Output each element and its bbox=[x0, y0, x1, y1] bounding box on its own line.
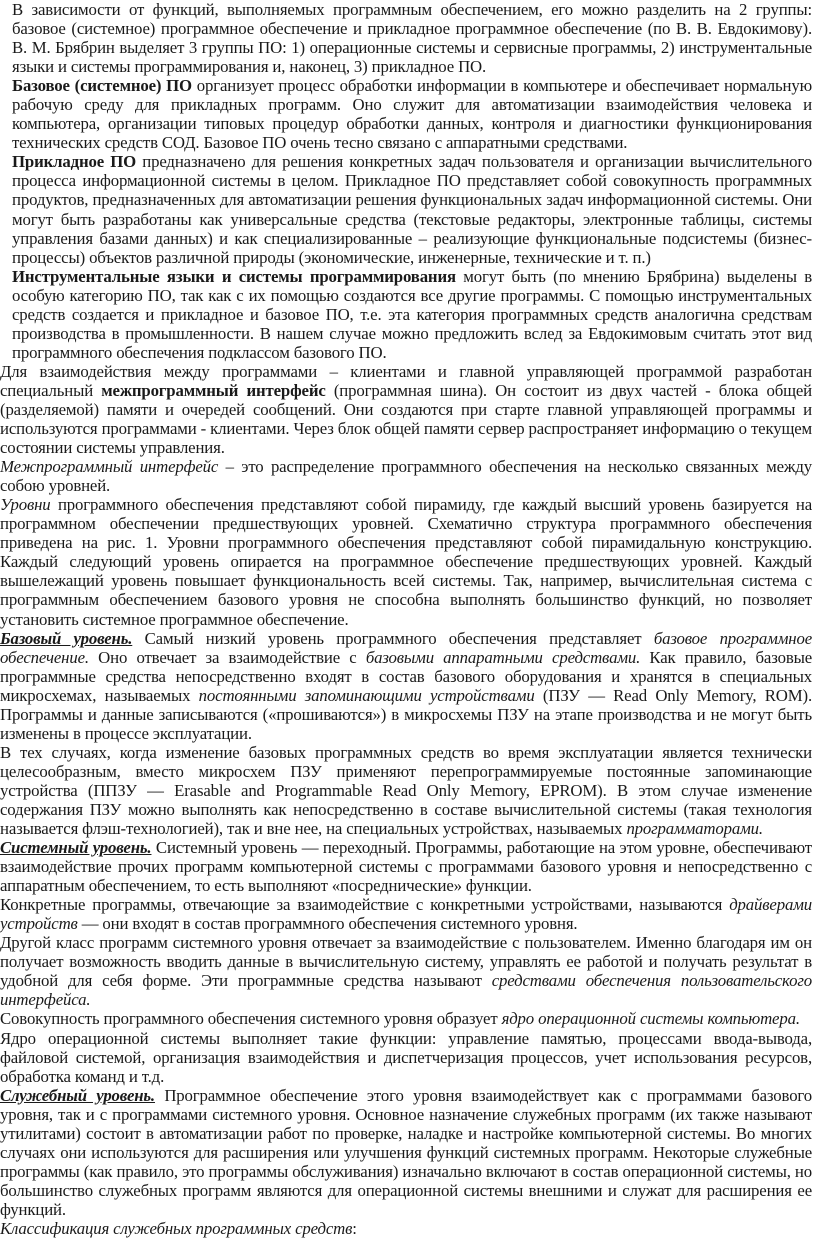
italic-term: ядро операционной системы компьютера. bbox=[501, 1009, 800, 1029]
text-run: — они входят в состав программного обеспечения системного уровня. bbox=[77, 914, 578, 934]
paragraph bbox=[0, 838, 812, 895]
paragraph bbox=[0, 362, 812, 457]
italic-term: средствами обеспечения пользовательского интерфейса. bbox=[0, 971, 812, 1010]
text-run: Конкретные программы, отвечающие за взаимодействие с конкретными устройствами, называются bbox=[0, 895, 730, 915]
text-run: предназначено для решения конкретных задач пользователя и организации вычислительного процесса информационной системы в целом. Прикладное ПО представляет собой совокупность программных продуктов, предназначенных для автоматизации решения функциональных задач информационной системы. Они могут быть разработаны как универсальные средства (текстовые редакторы, электронные таблицы, системы управления базами данных) и как специализированные – реализующие функциональные подсистемы (бизнес-процессы) объектов различной природы (экономические, инженерные, технические и т. п.) bbox=[12, 152, 812, 267]
paragraph bbox=[0, 895, 812, 933]
text-run: В тех случаях, когда изменение базовых программных средств во время эксплуатации является технически целесообразным, вместо микросхем ПЗУ применяют перепрограммируемые постоянные запоминающие устройства (ППЗУ — Erasable and Programmable Read Only Memory, EPROM). В этом случае изменение содержания ПЗУ можно выполнять как непосредственно в составе вычислительной системы (такая технология называется флэш-технологией), так и вне нее, на специальных устройствах, называемых bbox=[0, 742, 812, 839]
italic-term: Межпрограммный интерфейс bbox=[0, 457, 219, 477]
paragraph bbox=[0, 0, 812, 76]
paragraph bbox=[0, 1219, 812, 1238]
paragraph bbox=[0, 1009, 812, 1028]
text-run: Совокупность программного обеспечения системного уровня образует bbox=[0, 1009, 502, 1029]
paragraph bbox=[0, 629, 812, 743]
paragraph bbox=[0, 933, 812, 1009]
text-run: программного обеспечения представляют собой пирамиду, где каждый высший уровень базируется на программном обеспечении предшествующих уровней. Схематично структура программного обеспечения приведена на рис. 1. Уровни программного обеспечения представляют собой пирамидальную конструкцию. Каждый следующий уровень опирается на программное обеспечение предшествующих уровней. Каждый вышележащий уровень повышает функциональность всей системы. Так, например, вычислительная система с программным обеспечением базового уровня не способна выполнять большинство функций, но позволяет установить системное программное обеспечение. bbox=[0, 495, 812, 629]
paragraph bbox=[0, 152, 812, 266]
text-run: организует процесс обработки информации в компьютере и обеспечивает нормальную рабочую среду для прикладных программ. Оно служит для автоматизации взаимодействия человека и компьютера, организации типовых процедур обработки данных, контроля и диагностики функционирования технических средств СОД. Базовое ПО очень тесно связано с аппаратными средствами. bbox=[12, 76, 812, 153]
paragraph bbox=[0, 743, 812, 838]
bold-term: Прикладное ПО bbox=[12, 152, 137, 172]
section-heading: Служебный уровень. bbox=[0, 1085, 155, 1105]
text-run: могут быть (по мнению Брябрина) выделены в особую категорию ПО, так как с их помощью создаются все другие программы. С помощью инструментальных средств создается и прикладное и базовое ПО, т.е. эта категория программных средств аналогична средствам производства в промышленности. В нашем случае можно предложить вслед за Евдокимовым считать этот вид программного обеспечения подклассом базового ПО. bbox=[12, 266, 812, 362]
section-heading: Системный уровень. bbox=[0, 838, 152, 858]
italic-term: драйверами устройств bbox=[0, 895, 812, 934]
paragraph bbox=[0, 267, 812, 362]
text-run: – это распределение программного обеспечения на несколько связанных между собою уровней. bbox=[0, 457, 812, 496]
section-heading: Базовый уровень. bbox=[0, 628, 133, 648]
text-run: Для взаимодействия между программами – клиентами и главной управляющей программой разработан специальный bbox=[0, 361, 812, 400]
text-run: Другой класс программ системного уровня отвечает за взаимодействие с пользователем. Именно благодаря им он получает возможность вводить данные в вычислительную систему, управлять ее работой и получать результат в удобной для себя форме. Эти программные средства называют bbox=[0, 933, 812, 991]
text-run: Самый низкий уровень программного обеспечения представляет bbox=[132, 628, 654, 648]
paragraph bbox=[0, 1029, 812, 1086]
text-run: Ядро операционной системы выполняет такие функции: управление памятью, процессами ввода-вывода, файловой системой, организация взаимодействия и диспетчеризация процессов, учет использования ресурсов, обработка команд и т.д. bbox=[0, 1028, 812, 1086]
text-run: Как правило, базовые программные средства непосредственно входят в состав базового оборудования и хранятся в специальных микросхемах, называемых bbox=[0, 647, 813, 705]
text-run: (ПЗУ — Read Only Memory, ROM). Программы и данные записываются («прошиваются») в микросхемы ПЗУ на этапе производства и не могут быть изменены в процессе эксплуатации. bbox=[0, 685, 812, 743]
text-run: : bbox=[352, 1219, 357, 1238]
italic-term: Классификация служебных программных средств bbox=[0, 1219, 353, 1238]
bold-term: Инструментальные языки и системы программирования bbox=[12, 266, 456, 286]
bold-term: межпрограммный интерфейс bbox=[101, 380, 326, 400]
text-run: (программная шина). Он состоит из двух частей - блока общей (разделяемой) памяти и очередей сообщений. Они создаются при старте главной управляющей программы и используются программами - клиентами. Через блок общей памяти сервер распространяет информацию о текущем состоянии системы управления. bbox=[0, 380, 812, 458]
text-run: Оно отвечает за взаимодействие с bbox=[88, 647, 366, 667]
paragraph bbox=[0, 1086, 812, 1219]
italic-term: базовое программное обеспечение. bbox=[0, 628, 812, 667]
text-run: Системный уровень — переходный. Программы, работающие на этом уровне, обеспечивают взаимодействие прочих программ компьютерной системы с программами базового уровня и непосредственно с аппаратным обеспечением, то есть выполняют «посреднические» функции. bbox=[0, 838, 812, 896]
italic-term: базовыми аппаратными средствами. bbox=[365, 647, 641, 667]
italic-term: постоянными запоминающими устройствами bbox=[198, 685, 535, 705]
italic-term: Уровни bbox=[0, 495, 51, 515]
text-run: Программное обеспечение этого уровня взаимодействует как с программами базового уровня, так и с программами системного уровня. Основное назначение служебных программ (их также называют утилитами) состоит в автоматизации работ по проверке, наладке и настройке компьютерной системы. Во многих случаях они используются для расширения или улучшения функций системных программ. Некоторые служебные программы (как правило, это программы обслуживания) изначально включают в состав операционной системы, но большинство служебных программ являются для операционной системы внешними и служат для расширения ее функций. bbox=[0, 1085, 812, 1219]
paragraph bbox=[0, 76, 812, 152]
paragraph bbox=[0, 495, 812, 628]
text-run: В зависимости от функций, выполняемых программным обеспечением, его можно разделить на 2 группы: базовое (системное) программное обеспечение и прикладное программное обеспечение (по В. В. Евдокимову). В. М. Брябрин выделяет 3 группы ПО: 1) операционные системы и сервисные программы, 2) инструментальные языки и системы программирования и, наконец, 3) прикладное ПО. bbox=[12, 0, 812, 77]
paragraph bbox=[0, 457, 812, 495]
bold-term: Базовое (системное) ПО bbox=[12, 76, 192, 96]
italic-term: программаторами. bbox=[626, 819, 763, 839]
